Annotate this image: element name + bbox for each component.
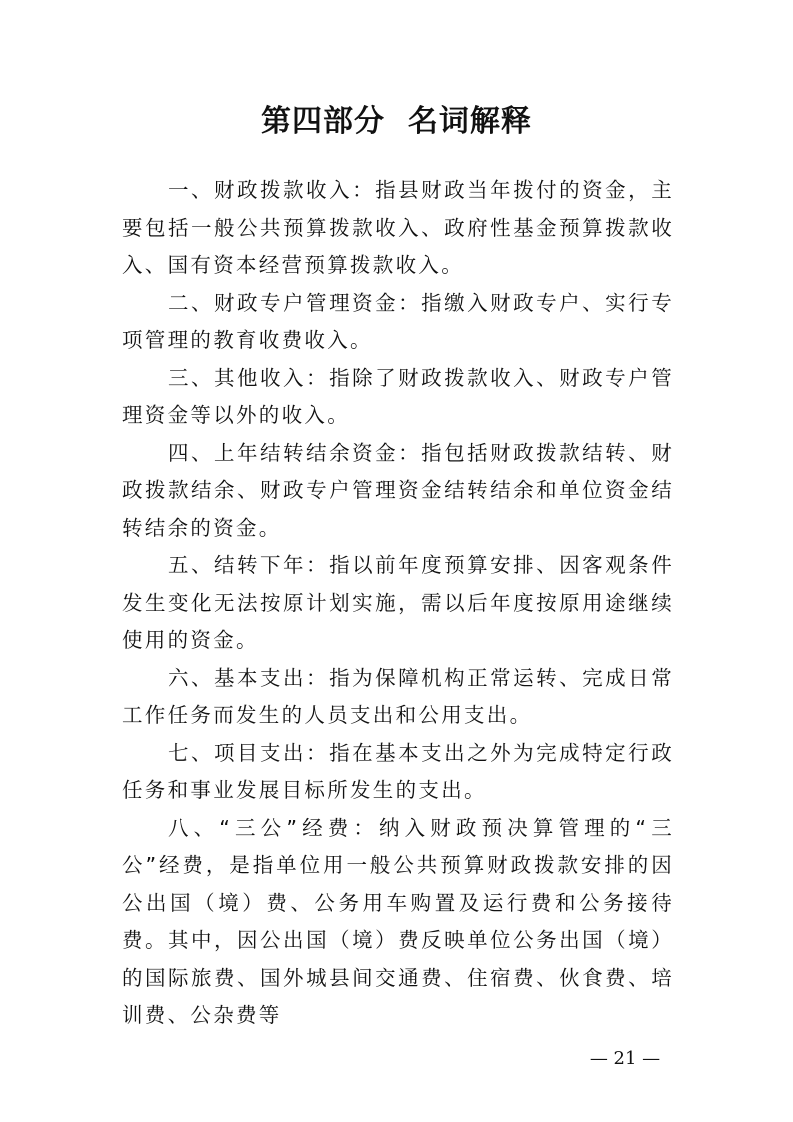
definition-paragraph-1: 一、财政拨款收入：指县财政当年拨付的资金，主要包括一般公共预算拨款收入、政府性基金预算拨款收入、国有资本经营预算拨款收入。 (122, 178, 674, 277)
definition-paragraph-8: 八、“三公”经费：纳入财政预决算管理的“三公”经费，是指单位用一般公共预算财政拨款安排的因公出国（境）费、公务用车购置及运行费和公务接待费。其中，因公出国（境）费反映单位公务出国（境）的国际旅费、国外城县间交通费、住宿费、伙食费、培训费、公杂费等 (122, 815, 674, 1027)
definition-paragraph-7: 七、项目支出：指在基本支出之外为完成特定行政任务和事业发展目标所发生的支出。 (122, 740, 674, 802)
definition-paragraph-5: 五、结转下年：指以前年度预算安排、因客观条件发生变化无法按原计划实施，需以后年度按原用途继续使用的资金。 (122, 553, 674, 652)
definition-paragraph-6: 六、基本支出：指为保障机构正常运转、完成日常工作任务而发生的人员支出和公用支出。 (122, 665, 674, 727)
definition-paragraph-4: 四、上年结转结余资金：指包括财政拨款结转、财政拨款结余、财政专户管理资金结转结余和单位资金结转结余的资金。 (122, 440, 674, 540)
document-body (122, 172, 674, 1035)
definition-paragraph-3: 三、其他收入：指除了财政拨款收入、财政专户管理资金等以外的收入。 (122, 365, 674, 427)
page-number: — 21 — (589, 1048, 661, 1069)
definition-paragraph-2: 二、财政专户管理资金：指缴入财政专户、实行专项管理的教育收费收入。 (122, 290, 674, 352)
page-title: 第四部分 名词解释 (261, 104, 532, 139)
